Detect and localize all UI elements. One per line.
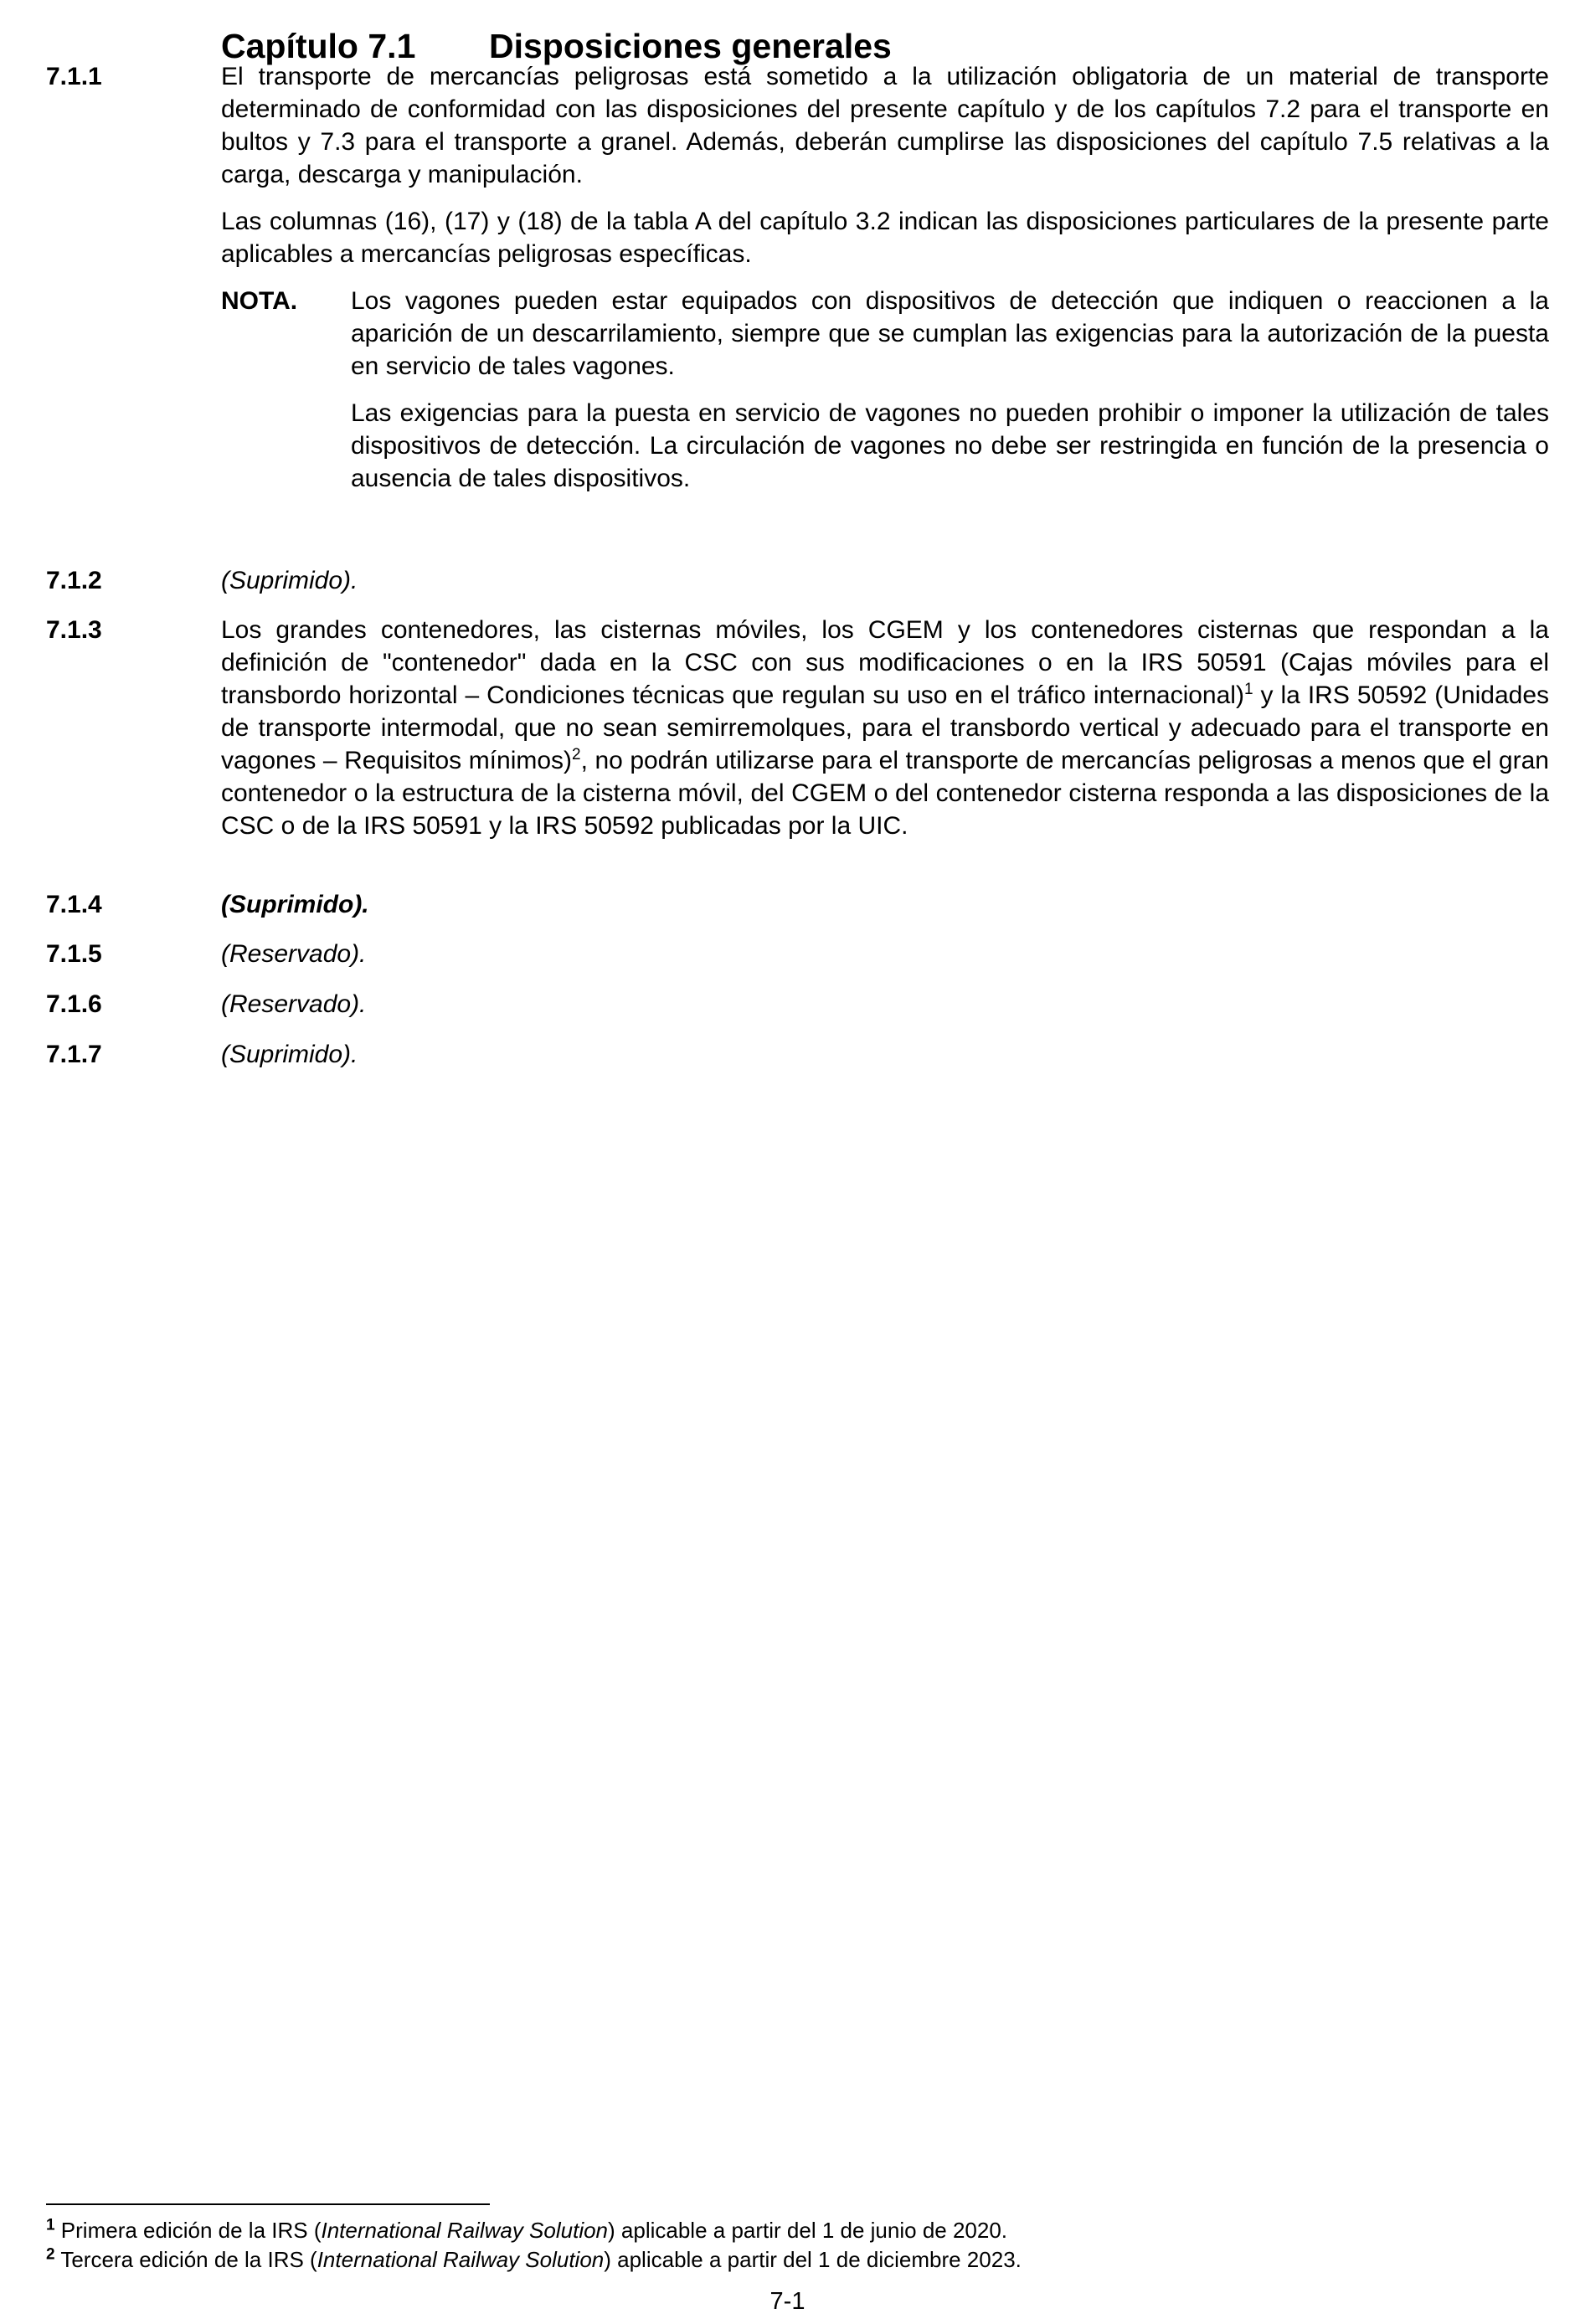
- section-text: (Suprimido).: [221, 891, 369, 918]
- section-paragraph: Los grandes contenedores, las cisternas móviles, los CGEM y los contenedores cisternas que respondan a la definición de "contenedor" dada en la CSC con sus modificaciones o en la IRS 50591 (Cajas móviles para el transbordo horizontal – Condiciones técnicas que regulan su uso en el tráfico internacional)$^1$ y la IRS 50592 (Unidades de transporte intermodal, que no sean semirremolques, para el transbordo vertical y adecuado para el transporte en vagones – Requisitos mínimos)$^2$, no podrán utilizarse para el transporte de mercancías peligrosas a menos que el gran contenedor o la estructura de la cisterna móvil, del CGEM o del contenedor cisterna responda a las disposiciones de la CSC o de la IRS 50591 y la IRS 50592 publicadas por la UIC.: [221, 616, 1549, 840]
- page-number: 7-1: [769, 2288, 806, 2315]
- chapter-title: Disposiciones generales: [489, 27, 892, 65]
- section-7-1-5: [46, 938, 1549, 970]
- section-7-1-1: [46, 60, 1549, 509]
- section-number: 7.1.1: [46, 63, 102, 90]
- section-text: (Suprimido).: [221, 567, 358, 594]
- section-7-1-3: [46, 614, 1549, 856]
- footnotes: [46, 2216, 1549, 2275]
- section-text: (Suprimido).: [221, 1041, 358, 1068]
- section-number: 7.1.2: [46, 567, 102, 594]
- section-number: 7.1.3: [46, 616, 102, 644]
- section-7-1-7: [46, 1038, 1549, 1071]
- section-7-1-2: [46, 564, 1549, 597]
- section-paragraph: El transporte de mercancías peligrosas está sometido a la utilización obligatoria de un material de transporte determinado de conformidad con las disposiciones del presente capítulo y de los capítulos 7.2 para el transporte en bultos y 7.3 para el transporte a granel. Además, deberán cumplirse las disposiciones del capítulo 7.5 relativas a la carga, descarga y manipulación.: [221, 63, 1549, 188]
- note-paragraph: Las exigencias para la puesta en servicio de vagones no pueden prohibir o imponer la utilización de tales dispositivos de detección. La circulación de vagones no debe ser restringida en función de la presencia o ausencia de tales dispositivos.: [351, 399, 1549, 492]
- footnote-divider: [46, 2203, 490, 2205]
- section-7-1-6: [46, 988, 1549, 1021]
- section-7-1-4: [46, 888, 1549, 921]
- footnote-ref: 2: [572, 746, 581, 764]
- note-block: [221, 285, 1549, 495]
- section-number: 7.1.4: [46, 891, 102, 918]
- section-number: 7.1.7: [46, 1041, 102, 1068]
- section-paragraph: Las columnas (16), (17) y (18) de la tabla A del capítulo 3.2 indican las disposiciones particulares de la presente parte aplicables a mercancías peligrosas específicas.: [221, 208, 1549, 268]
- section-text: (Reservado).: [221, 990, 367, 1018]
- section-text: (Reservado).: [221, 940, 367, 968]
- section-number: 7.1.6: [46, 990, 102, 1018]
- note-label: NOTA.: [221, 287, 298, 315]
- note-paragraph: Los vagones pueden estar equipados con dispositivos de detección que indiquen o reaccionen a la aparición de un descarrilamiento, siempre que se cumplan las exigencias para la autorización de la puesta en servicio de tales vagones.: [351, 287, 1549, 380]
- chapter-number: Capítulo 7.1: [221, 27, 416, 65]
- section-number: 7.1.5: [46, 940, 102, 968]
- footnote: $^1$ Primera edición de la IRS (International Railway Solution) aplicable a partir del 1 de junio de 2020.: [46, 2216, 1008, 2243]
- footnote: $^2$ Tercera edición de la IRS (International Railway Solution) aplicable a partir del 1 de diciembre 2023.: [46, 2245, 1022, 2272]
- footnote-ref: 1: [1243, 681, 1253, 698]
